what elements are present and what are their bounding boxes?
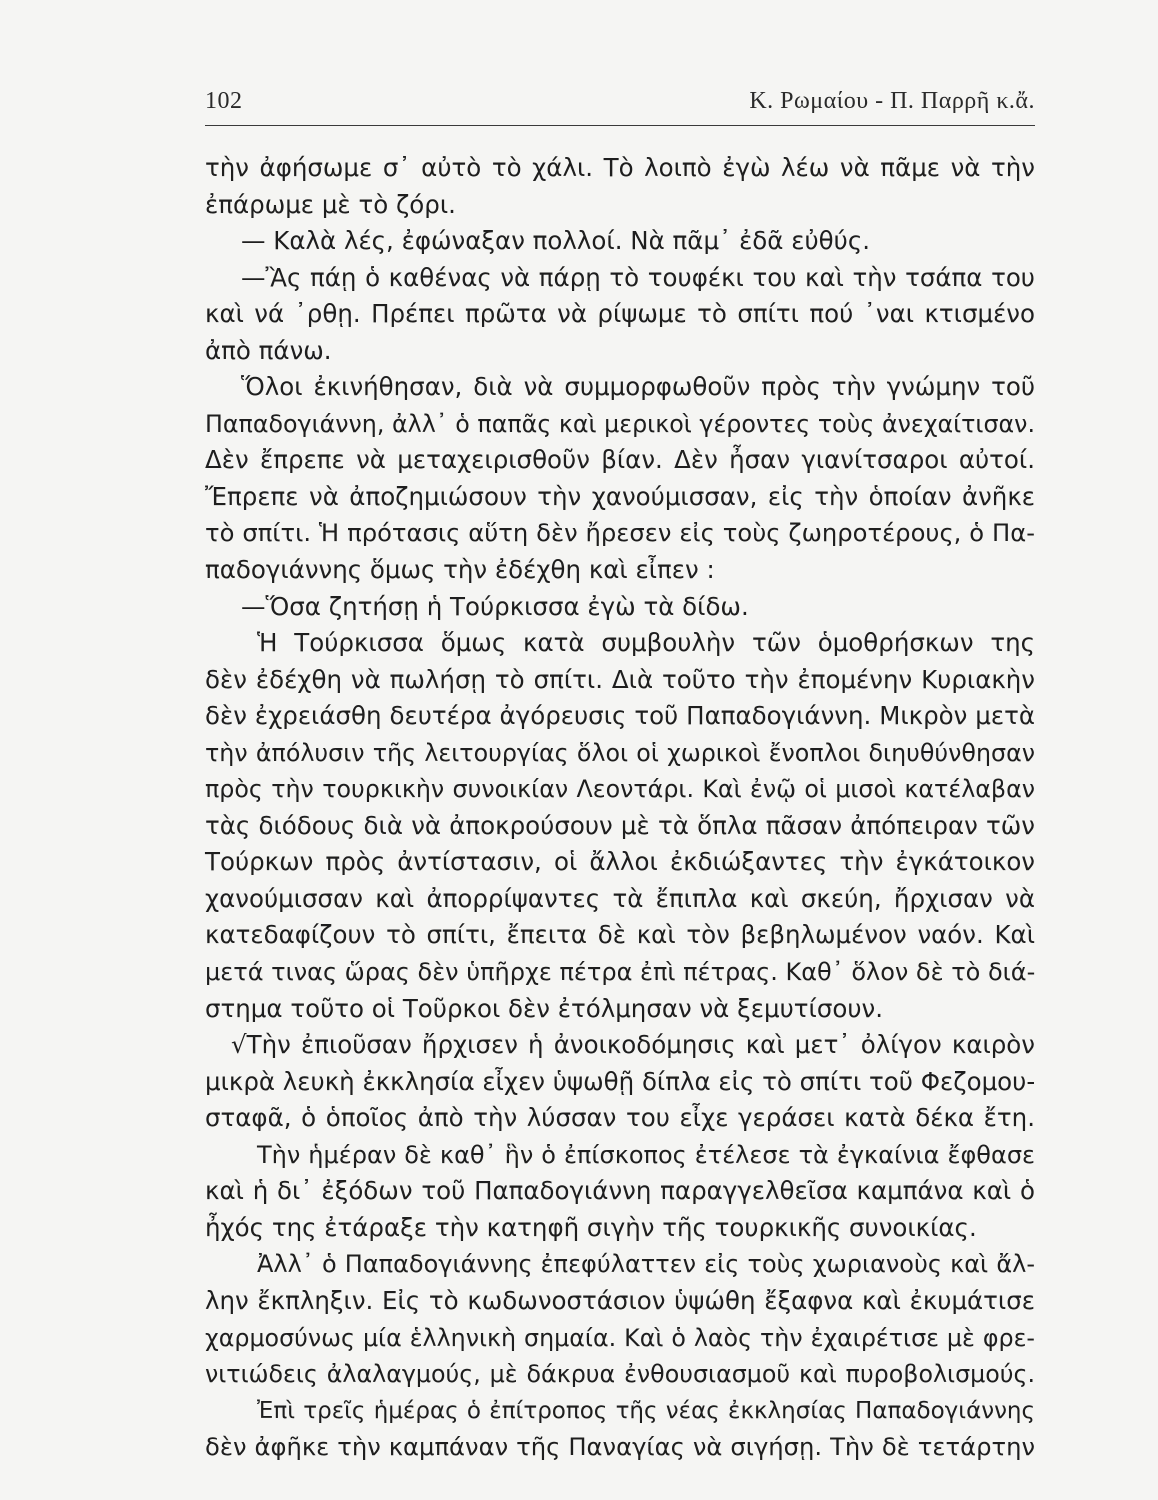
text-line: δὲν ἀφῆκε τὴν καμπάναν τῆς Παναγίας νὰ σιγήσῃ. Τὴν δὲ τετάρτην [205,1432,1035,1462]
text-line: — Καλὰ λές, ἐφώναξαν πολλοί. Νὰ πᾶμ᾽ ἐδᾶ εὐθύς. [241,226,870,256]
text-line: μικρὰ λευκὴ ἐκκλησία εἶχεν ὑψωθῇ δίπλα εἰς τὸ σπίτι τοῦ Φεζομου- [205,1066,1036,1096]
text-line: √Τὴν ἐπιοῦσαν ἤρχισεν ἡ ἀνοικοδόμησις καὶ μετ᾽ ὀλίγον καιρὸν [231,1030,1035,1060]
text-line: —Ἂς πάῃ ὁ καθένας νὰ πάρῃ τὸ τουφέκι του καὶ τὴν τσάπα του [241,262,1035,292]
text-line: Τούρκων πρὸς ἀντίστασιν, οἱ ἄλλοι ἐκδιώξαντες τὴν ἐγκάτοικον [205,847,1035,877]
text-line: πρὸς τὴν τουρκικὴν συνοικίαν Λεοντάρι. Καὶ ἐνῷ οἱ μισοὶ κατέλαβαν [205,775,1035,804]
text-line: στημα τοῦτο οἱ Τοῦρκοι δὲν ἐτόλμησαν νὰ ξεμυτίσουν. [205,993,883,1023]
text-line: κατεδαφίζουν τὸ σπίτι, ἔπειτα δὲ καὶ τὸν βεβηλωμένον ναόν. Καὶ [205,920,1035,950]
running-head: Κ. Ρωμαίου - Π. Παρρῆ κ.ἄ. [749,88,1035,114]
text-line: Ἡ Τούρκισσα ὅμως κατὰ συμβουλὴν τῶν ὁμοθρήσκων της [257,628,1035,658]
text-line: τὴν ἀφήσωμε σ᾽ αὐτὸ τὸ χάλι. Τὸ λοιπὸ ἐγὼ λέω νὰ πᾶμε νὰ τὴν [205,153,1035,182]
text-line: δὲν ἐδέχθη νὰ πωλήσῃ τὸ σπίτι. Διὰ τοῦτο τὴν ἐπομένην Κυριακὴν [205,664,1035,694]
body-text [205,150,1035,1466]
text-line: νιτιώδεις ἀλαλαγμούς, μὲ δάκρυα ἐνθουσιασμοῦ καὶ πυροβολισμούς. [205,1360,1035,1389]
text-line: σταφᾶ, ὁ ὁποῖος ἀπὸ τὴν λύσσαν του εἶχε γεράσει κατὰ δέκα ἔτη. [205,1103,1035,1133]
text-line: —Ὅσα ζητήσῃ ἡ Τούρκισσα ἐγὼ τὰ δίδω. [241,591,749,621]
text-line: καὶ νά ᾽ρθῃ. Πρέπει πρῶτα νὰ ρίψωμε τὸ σπίτι πού ᾽ναι κτισμένο [205,299,1035,329]
page-header [205,88,1035,124]
text-line: Ἐπὶ τρεῖς ἡμέρας ὁ ἐπίτροπος τῆς νέας ἐκκλησίας Παπαδογιάννης [257,1397,1035,1424]
text-line: λην ἔκπληξιν. Εἰς τὸ κωδωνοστάσιον ὑψώθη ἔξαφνα καὶ ἐκυμάτισε [205,1285,1035,1315]
text-line: ἦχός της ἐτάραξε τὴν κατηφῆ σιγὴν τῆς τουρκικῆς συνοικίας. [205,1212,977,1242]
text-line: τὰς διόδους διὰ νὰ ἀποκρούσουν μὲ τὰ ὅπλα πᾶσαν ἀπόπειραν τῶν [205,810,1035,840]
text-line: τὸ σπίτι. Ἡ πρότασις αὕτη δὲν ἤρεσεν εἰς τοὺς ζωηροτέρους, ὁ Πα- [205,518,1035,548]
text-line: ἐπάρωμε μὲ τὸ ζόρι. [205,189,456,219]
text-line: ἀπὸ πάνω. [205,335,332,365]
text-line: καὶ ἡ δι᾽ ἐξόδων τοῦ Παπαδογιάννη παραγγελθεῖσα καμπάνα καὶ ὁ [205,1176,1035,1206]
text-line: Δὲν ἔπρεπε νὰ μεταχειρισθοῦν βίαν. Δὲν ἦσαν γιανίτσαροι αὐτοί. [205,445,1035,475]
text-line: τὴν ἀπόλυσιν τῆς λειτουργίας ὅλοι οἱ χωρικοὶ ἔνοπλοι διηυθύνθησαν [205,738,1035,767]
text-line: Τὴν ἡμέραν δὲ καθ᾽ ἣν ὁ ἐπίσκοπος ἐτέλεσε τὰ ἐγκαίνια ἔφθασε [257,1140,1035,1169]
text-line: χανούμισσαν καὶ ἀπορρίψαντες τὰ ἔπιπλα καὶ σκεύη, ἤρχισαν νὰ [205,883,1035,913]
text-line: Ὅλοι ἐκινήθησαν, διὰ νὰ συμμορφωθοῦν πρὸς τὴν γνώμην τοῦ [241,372,1035,402]
text-line: χαρμοσύνως μία ἑλληνικὴ σημαία. Καὶ ὁ λαὸς τὴν ἐχαιρέτισε μὲ φρε- [205,1323,1035,1352]
text-line: μετά τινας ὥρας δὲν ὑπῆρχε πέτρα ἐπὶ πέτρας. Καθ᾽ ὅλον δὲ τὸ διά- [205,958,1036,987]
text-line: δὲν ἐχρειάσθη δευτέρα ἀγόρευσις τοῦ Παπαδογιάννη. Μικρὸν μετὰ [205,701,1035,731]
text-line: Παπαδογιάννη, ἀλλ᾽ ὁ παπᾶς καὶ μερικοὶ γέροντες τοὺς ἀνεχαίτισαν. [205,409,1035,438]
page-number: 102 [205,88,243,114]
text-line: παδογιάννης ὅμως τὴν ἐδέχθη καὶ εἶπεν : [205,555,715,585]
header-rule [205,125,1035,126]
text-line: Ἔπρεπε νὰ ἀποζημιώσουν τὴν χανούμισσαν, εἰς τὴν ὁποίαν ἀνῆκε [205,481,1035,511]
text-line: Ἀλλ᾽ ὁ Παπαδογιάννης ἐπεφύλαττεν εἰς τοὺς χωριανοὺς καὶ ἄλ- [257,1250,1035,1279]
